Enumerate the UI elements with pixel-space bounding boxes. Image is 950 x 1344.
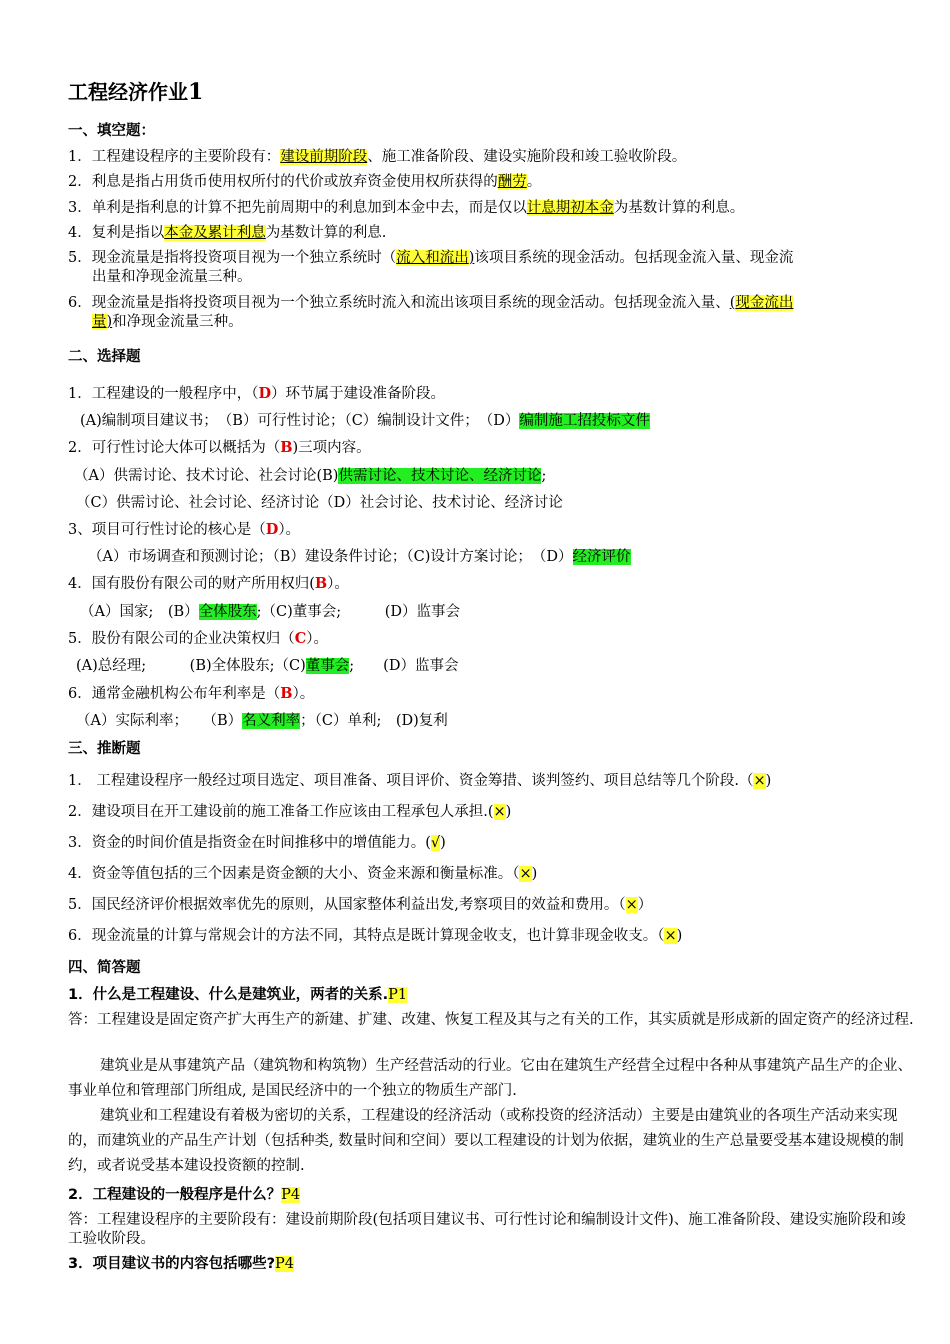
question-text: ) — [531, 866, 538, 882]
title-text: 工程经济作业 — [68, 80, 188, 104]
answer-mark: √ — [430, 835, 441, 851]
fill-question-1 — [68, 148, 686, 166]
title-number: 1 — [188, 79, 204, 105]
section-heading-judgment: 三、推断题 — [68, 741, 141, 757]
question-text: 6．现金流量的计算与常规会计的方法不同，其特点是既计算现金收支，也计算非现金收支。（ — [68, 928, 665, 944]
answer-1-paragraph-2: 建筑业是从事建筑产品（建筑物和构筑物）生产经营活动的行业。它由在建筑生产经营全过程中各种从事建筑产品生产的企业、事业单位和管理部门所组成, 是国民经济中的一个独立的物质生产部门. — [68, 1058, 912, 1099]
answer-mark: × — [493, 804, 506, 820]
question-text: ) — [440, 835, 446, 851]
answer-mark: × — [664, 928, 677, 944]
short-question-1 — [68, 986, 407, 1004]
choice-options-1 — [80, 412, 650, 430]
fill-question-2 — [68, 173, 541, 191]
choice-options-2b: （C）供需讨论、社会讨论、经济讨论（D）社会讨论、技术讨论、经济讨论 — [76, 495, 563, 511]
question-text: ) — [676, 928, 683, 944]
choice-options-3 — [88, 548, 631, 566]
question-text: 、施工准备阶段、建设实施阶段和竣工验收阶段。 — [367, 149, 687, 165]
question-text: 3．项目建议书的内容包括哪些? — [68, 1256, 275, 1272]
fill-question-3 — [68, 199, 744, 217]
question-text: 2．工程建设的一般程序是什么？ — [68, 1187, 282, 1203]
question-text: 6．现金流量是指将投资项目视为一个独立系统时流入和流出该项目系统的现金活动。包括现金流入量、 — [68, 295, 730, 311]
section-heading-choice: 二、选择题 — [68, 349, 141, 365]
fill-question-4 — [68, 224, 386, 242]
question-text: 2．利息是指占用货币使用权所付的代价或放弃资金使用权所获得的 — [68, 174, 498, 190]
answer-mark: × — [625, 897, 638, 913]
question-text: 1．工程建设程序的主要阶段有： — [68, 149, 281, 165]
question-text: 1．什么是工程建设、什么是建筑业，两者的关系. — [68, 987, 389, 1003]
question-text: ) — [468, 250, 475, 266]
option-text: （A）国家; (B） — [80, 604, 199, 620]
answer-letter: C — [294, 630, 307, 647]
question-text: ) — [765, 773, 772, 789]
option-text: ;（C)董事会; (D）监事会 — [256, 604, 460, 620]
question-text: ）。 — [292, 686, 315, 702]
answer-highlight: 建设前期阶段 — [280, 149, 368, 165]
question-text: 6．通常金融机构公布年利率是（ — [68, 686, 281, 702]
question-text: 3．单利是指利息的计算不把先前周期中的利息加到本金中去，而是仅以 — [68, 200, 527, 216]
answer-highlight: 酬劳 — [497, 174, 527, 190]
page-reference: P4 — [281, 1187, 301, 1203]
short-question-2 — [68, 1186, 300, 1204]
answer-highlight: 董事会 — [305, 658, 350, 674]
answer-mark: × — [753, 773, 766, 789]
question-text: 3、项目可行性讨论的核心是（ — [68, 522, 266, 538]
question-text: ) — [505, 804, 512, 820]
fill-question-5-cont: 出量和净现金流量三种。 — [92, 269, 252, 285]
answer-letter: D — [258, 385, 272, 402]
question-text: ) — [106, 314, 113, 330]
choice-question-2 — [68, 439, 371, 457]
question-text: 5．国民经济评价根据效率优先的原则，从国家整体利益出发,考察项目的效益和费用。（ — [68, 897, 626, 913]
answer-highlight: 供需讨论、技术讨论、经济讨论 — [338, 468, 542, 484]
question-text: 1． 工程建设程序一般经过项目选定、项目准备、项目评价、资金筹措、谈判签约、项目总结等几个阶段.（ — [68, 773, 754, 789]
question-text: 和净现金流量三种。 — [112, 314, 243, 330]
choice-question-1 — [68, 385, 445, 403]
option-text: （A）供需讨论、技术讨论、社会讨论(B) — [74, 468, 339, 484]
answer-1-paragraph-3: 建筑业和工程建设有着极为密切的关系，工程建设的经济活动（或称投资的经济活动）主要是由建筑业的各项生产活动来实现的，而建筑业的产品生产计划（包括种类, 数量时间和空间）要以工程建设的计划为依据，建筑业的生产总量要受基本建设规模的制约，或者说受基本建设投资额的控制. — [68, 1108, 904, 1174]
answer-highlight: 全体股东 — [198, 604, 257, 620]
option-text: (A)总经理; (B)全体股东;（C) — [76, 658, 306, 674]
question-text: 。 — [526, 174, 542, 190]
question-text: 5．股份有限公司的企业决策权归（ — [68, 631, 295, 647]
answer-highlight: 本金及累计利息 — [164, 225, 266, 241]
question-text: 该项目系统的现金活动。包括现金流入量、现金流 — [474, 250, 794, 266]
fill-question-6-cont — [68, 313, 243, 331]
answer-mark: × — [519, 866, 532, 882]
option-text: （A）市场调查和预测讨论；（B）建设条件讨论；（C)设计方案讨论； （D） — [88, 549, 573, 565]
question-text: 2．可行性讨论大体可以概括为（ — [68, 440, 281, 456]
choice-options-6 — [76, 712, 448, 730]
question-text: 4．资金等值包括的三个因素是资金额的大小、资金来源和衡量标准。（ — [68, 866, 520, 882]
question-text: ）。 — [327, 576, 349, 592]
fill-question-5 — [68, 249, 793, 267]
answer-highlight: 计息期初本金 — [526, 200, 614, 216]
section-heading-fill-blank: 一、填空题： — [68, 123, 155, 139]
answer-letter: D — [265, 521, 279, 538]
question-text: 5．现金流量是指将投资项目视为一个独立系统时（ — [68, 250, 397, 266]
judgment-question-4 — [68, 865, 537, 883]
answer-letter: B — [280, 439, 293, 456]
judgment-question-5 — [68, 896, 652, 914]
choice-options-5 — [76, 657, 458, 675]
section-heading-short-answer: 四、简答题 — [68, 960, 141, 976]
question-text: 为基数计算的利息。 — [613, 200, 745, 216]
answer-highlight: 名义利率 — [242, 713, 301, 729]
question-text: )三项内容。 — [292, 440, 371, 456]
answer-highlight: 现金流出 — [735, 295, 794, 311]
question-text: 1．工程建设的一般程序中，（ — [68, 386, 259, 402]
judgment-question-1 — [68, 772, 771, 790]
answer-highlight: 流入和流出 — [396, 250, 469, 266]
choice-question-5 — [68, 630, 328, 648]
answer-letter: B — [280, 685, 293, 702]
question-text: ） — [637, 897, 653, 913]
page-reference: P1 — [388, 987, 408, 1003]
question-text: ）环节属于建设准备阶段。 — [271, 386, 446, 402]
answer-letter: B — [314, 575, 328, 592]
question-text: 3．资金的时间价值是指资金在时间推移中的增值能力。( — [68, 835, 431, 851]
question-text: ）。 — [278, 522, 301, 538]
choice-question-4 — [68, 575, 349, 593]
option-text: ; — [541, 468, 547, 484]
judgment-question-3 — [68, 834, 446, 852]
question-text: 4．国有股份有限公司的财产所用权归( — [68, 576, 315, 592]
answer-1-paragraph-1: 答：工程建设是固定资产扩大再生产的新建、扩建、改建、恢复工程及其与之有关的工作，其实质就是形成新的固定资产的经济过程. — [68, 1012, 914, 1028]
fill-question-6 — [68, 294, 793, 312]
answer-highlight: 量 — [92, 314, 107, 330]
question-text: 4．复利是指以 — [68, 225, 165, 241]
page-reference: P4 — [275, 1256, 294, 1272]
option-text: (A)编制项目建议书； （B）可行性讨论；（C）编制设计文件； （D） — [80, 413, 520, 429]
question-text: 为基数计算的利息. — [265, 225, 387, 241]
judgment-question-6 — [68, 927, 682, 945]
choice-question-3 — [68, 521, 300, 539]
document-title — [68, 80, 203, 104]
short-question-3 — [68, 1255, 294, 1273]
option-text: ；（C）单利; (D)复利 — [300, 713, 448, 729]
answer-highlight: 经济评价 — [572, 549, 631, 565]
option-text: （A）实际利率； （B） — [76, 713, 243, 729]
choice-options-4 — [80, 603, 460, 621]
answer-highlight: 编制施工招投标文件 — [519, 413, 650, 429]
answer-2-paragraph: 答：工程建设程序的主要阶段有：建设前期阶段(包括项目建议书、可行性讨论和编制设计文件)、施工准备阶段、建设实施阶段和竣工验收阶段。 — [68, 1212, 906, 1247]
judgment-question-2 — [68, 803, 511, 821]
option-text: ; (D）监事会 — [349, 658, 459, 674]
choice-options-2a — [74, 467, 546, 485]
question-text: 2．建设项目在开工建设前的施工准备工作应该由工程承包人承担.( — [68, 804, 494, 820]
question-text: ( — [729, 295, 736, 311]
choice-question-6 — [68, 685, 314, 703]
question-text: ）。 — [306, 631, 329, 647]
